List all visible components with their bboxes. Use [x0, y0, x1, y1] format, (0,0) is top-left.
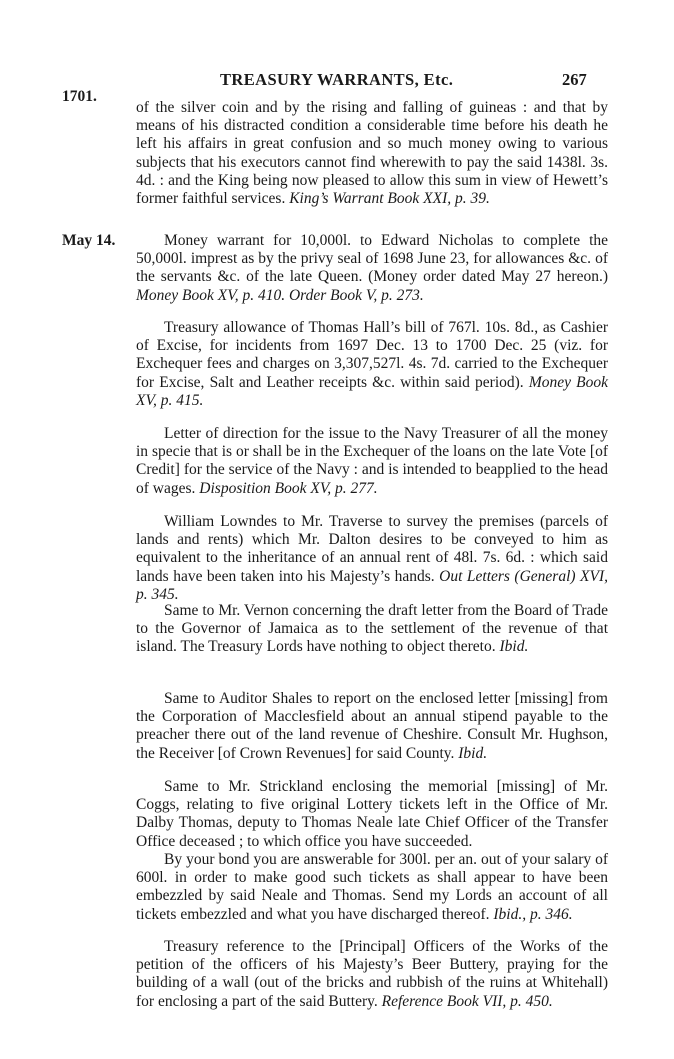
entry-reference: King’s Warrant Book XXI, p. 39. — [289, 190, 490, 208]
entry-text: Same to Mr. Strickland enclosing the memorial [missing] of Mr. Coggs, relating to five original Lottery tickets left in the Office of Mr. Dalby Thomas, deputy to Thomas Neale late Chief Officer of the Transfer Office deceased ; to which office you have succeeded. — [136, 778, 608, 850]
entry-reference: Ibid. — [499, 638, 529, 656]
entry-paragraph — [136, 778, 608, 851]
entry-reference: Ibid. — [458, 744, 488, 762]
entry-paragraph — [136, 602, 608, 657]
entry-text: Money warrant for 10,000l. to Edward Nicholas to complete the 50,000l. imprest as by the privy seal of 1698 June 23, for allowances &c. of the servants &c. of the late Queen. (Money order dated May 27 hereon.) — [136, 232, 608, 286]
entry-reference: Disposition Book XV, p. 277. — [199, 479, 378, 497]
entry-text: William Lowndes to Mr. Traverse to survey the premises (parcels of lands and rents) which Mr. Dalton desires to be conveyed to him as equivalent to the inheritance of an annual rent of 48l. 7s. 6d. : which said lands have been taken into his Majesty’s hands. — [136, 513, 608, 585]
entry-reference: Money Book XV, p. 415. — [136, 373, 608, 409]
entry-paragraph — [136, 319, 608, 410]
entry-paragraph — [136, 99, 608, 208]
entry-paragraph — [136, 851, 608, 924]
entry-text: By your bond you are answerable for 300l. per an. out of your salary of 600l. in order to make good such tickets as shall appear to have been embezzled by said Neale and Thomas. Send my Lords an account of all tickets embezzled and what you have discharged thereof. — [136, 851, 608, 923]
entry-reference: Out Letters (General) XVI, p. 345. — [136, 567, 608, 603]
entry-text: Treasury allowance of Thomas Hall’s bill of 767l. 10s. 8d., as Cashier of Excise, for incidents from 1697 Dec. 13 to 1700 Dec. 25 (viz. for Exchequer fees and charges on 3,307,527l. 4s. 7d. carried to the Exchequer for Excise, Salt and Leather receipts &c. within said period). — [136, 319, 608, 391]
entry-text: Treasury reference to the [Principal] Officers of the Works of the petition of the officers of his Majesty’s Beer Buttery, praying for the building of a wall (out of the bricks and rubbish of the ruins at Whitehall) for enclosing a part of the said Buttery. — [136, 938, 608, 1010]
page-number: 267 — [562, 70, 587, 89]
entry-paragraph — [136, 425, 608, 498]
entry-text: Same to Mr. Vernon concerning the draft letter from the Board of Trade to the Governor of Jamaica as to the settlement of the revenue of that island. The Treasury Lords have nothing to object thereto. — [136, 602, 608, 656]
running-header-title: TREASURY WARRANTS, Etc. — [220, 70, 454, 89]
entry-paragraph — [136, 690, 608, 763]
entry-reference: Reference Book VII, p. 450. — [381, 992, 553, 1010]
entry-paragraph — [136, 513, 608, 604]
entry-text: Same to Auditor Shales to report on the enclosed letter [missing] from the Corporation of Macclesfield about an annual stipend payable to the preacher there out of the land revenue of Cheshire. Consult Mr. Hughson, the Receiver [of Crown Revenues] for said County. — [136, 690, 608, 762]
margin-year: 1701. — [62, 88, 97, 105]
entry-text: Letter of direction for the issue to the Navy Treasurer of all the money in specie that is or shall be in the Exchequer of the loans on the late Vote [of Credit] for the service of the Navy : and is intended to beapplied to the head of wages. — [136, 425, 608, 497]
margin-date: May 14. — [62, 232, 116, 249]
entry-text: of the silver coin and by the rising and falling of guineas : and that by means of his distracted condition a considerable time before his death he left his affairs in great confusion and so much money owing to various subjects that his executors cannot find wherewith to pay the said 1438l. 3s. 4d. : and the King being now pleased to allow this sum in view of Hewett’s former faithful services. — [136, 99, 608, 208]
entry-reference: Ibid., p. 346. — [493, 905, 573, 923]
entry-paragraph — [136, 232, 608, 305]
entry-paragraph — [136, 938, 608, 1011]
entry-reference: Money Book XV, p. 410. Order Book V, p. 273. — [136, 286, 424, 304]
